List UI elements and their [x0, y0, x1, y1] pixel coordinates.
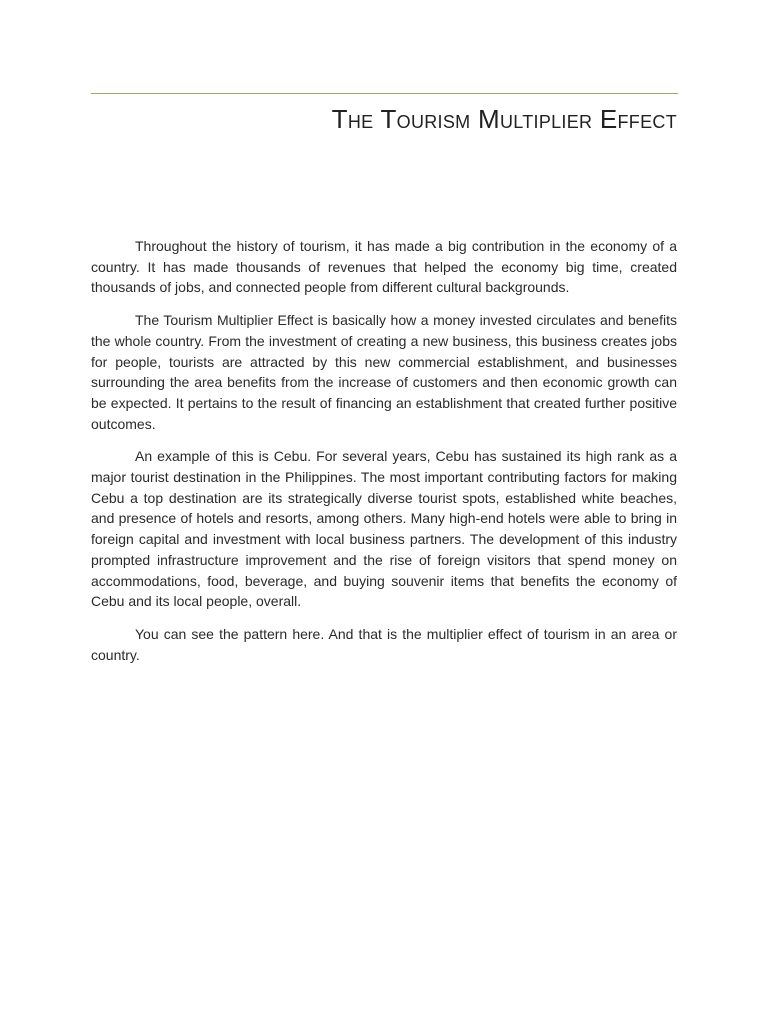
paragraph-cebu-example: An example of this is Cebu. For several years, Cebu has sustained its high rank as a major tourist destination in the Philippines. The most important contributing factors for making Cebu a top destination are its strategically diverse tourist spots, established white beaches, and presence of hotels and resorts, among others. Many high-end hotels were able to bring in foreign capital and investment with local business partners. The development of this industry prompted infrastructure improvement and the rise of foreign visitors that spend money on accommodations, food, beverage, and buying souvenir items that benefits the economy of Cebu and its local people, overall.: [91, 448, 677, 610]
paragraph-conclusion: You can see the pattern here. And that is the multiplier effect of tourism in an area or country.: [91, 625, 677, 663]
document-body: [91, 236, 677, 677]
document-title: The Tourism Multiplier Effect: [331, 104, 677, 134]
title-rule: [91, 93, 678, 94]
paragraph-definition: The Tourism Multiplier Effect is basically how a money invested circulates and benefits the whole country. From the investment of creating a new business, this business creates jobs for people, tourists are attracted by this new commercial establishment, and businesses surrounding the area benefits from the increase of customers and then economic growth can be expected. It pertains to the result of financing an establishment that created further positive outcomes.: [91, 312, 677, 432]
paragraph-intro: Throughout the history of tourism, it has made a big contribution in the economy of a country. It has made thousands of revenues that helped the economy big time, created thousands of jobs, and connected people from different cultural backgrounds.: [91, 238, 677, 296]
